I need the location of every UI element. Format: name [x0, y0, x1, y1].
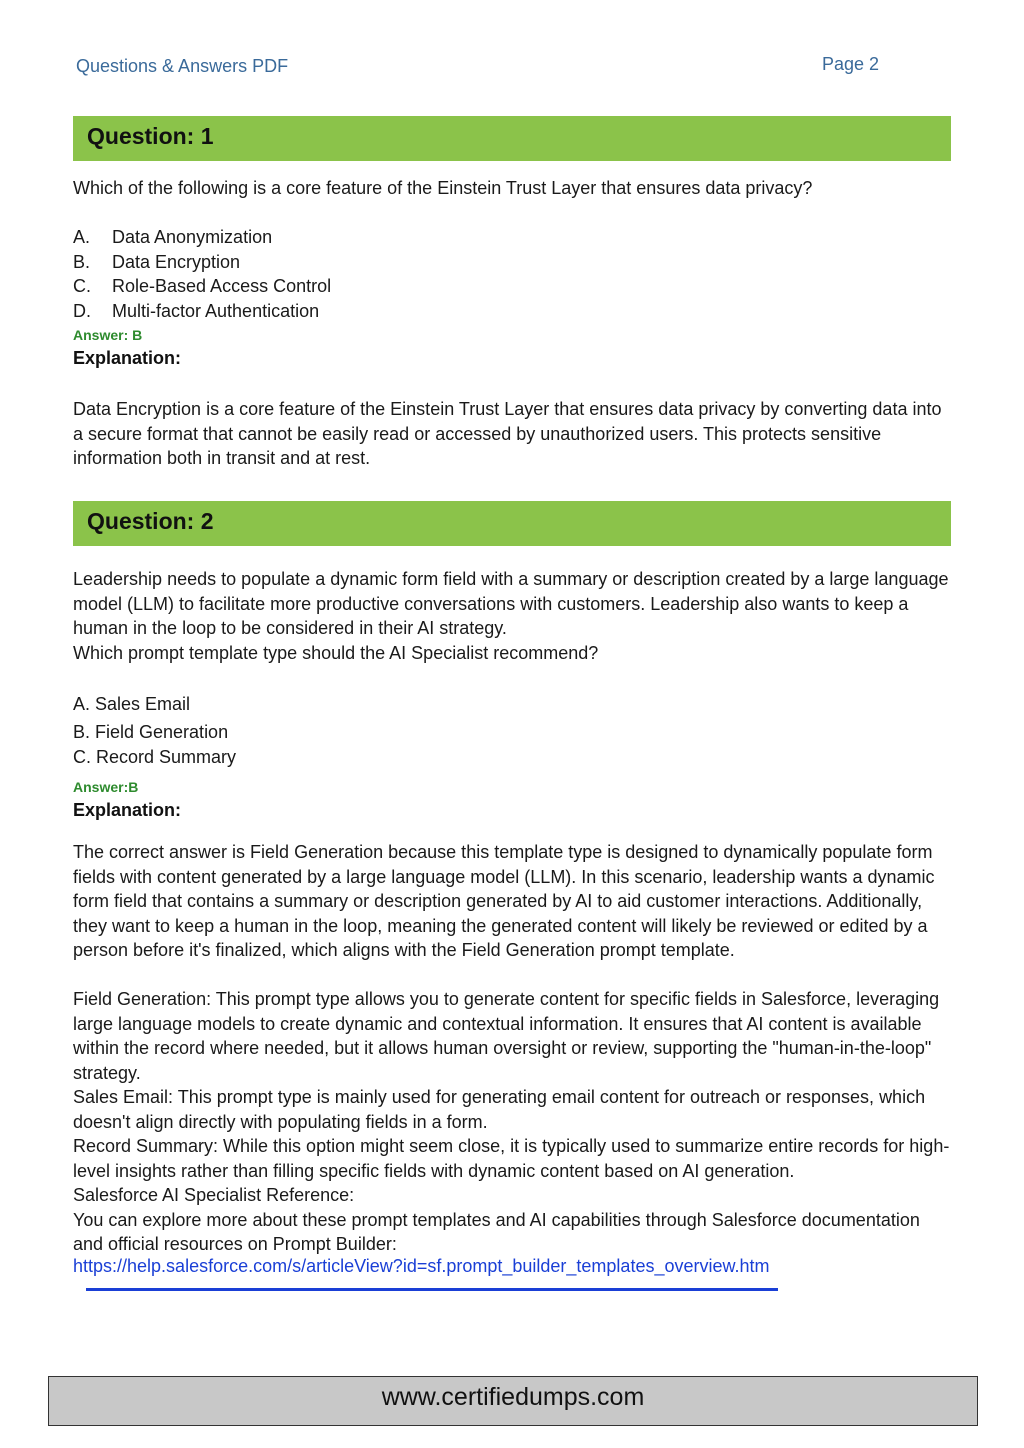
question-2-option-c: C. Record Summary — [73, 746, 237, 767]
question-2-header — [73, 501, 951, 546]
option-letter: C. — [73, 276, 91, 296]
explanation-paragraph: Sales Email: This prompt type is mainly used for generating email content for outreach or responses, which doesn't align directly with populating fields in a form. — [73, 1087, 926, 1132]
question-1-explanation-label: Explanation: — [73, 348, 182, 368]
question-2-option-b: B. Field Generation — [73, 722, 229, 742]
question-2-option-a: A. Sales Email — [73, 694, 191, 714]
reference-link[interactable]: https://help.salesforce.com/s/articleView?id=sf.prompt_builder_templates_overview.htm — [73, 1256, 770, 1276]
option-text: Data Encryption — [112, 251, 241, 272]
explanation-paragraph: Field Generation: This prompt type allows you to generate content for specific fields in Salesforce, leveraging large language models to create dynamic and contextual information. It ensures that AI content is available within the record where needed, but it allows human oversight or review, supporting the "human-in-the-loop" strategy. — [73, 989, 940, 1083]
page-number: Page 2 — [822, 54, 880, 74]
question-1-header — [73, 116, 951, 161]
option-letter: A. — [73, 227, 91, 247]
option-letter: D. — [73, 300, 91, 321]
question-2-text: Leadership needs to populate a dynamic form field with a summary or description created by a large language model (LLM) to facilitate more productive conversations with customers. Leadership also wants to keep a human in the loop to be considered in their AI strategy. — [73, 569, 949, 638]
question-2-prompt: Which prompt template type should the AI Specialist recommend? — [73, 642, 599, 663]
question-1-explanation: Data Encryption is a core feature of the Einstein Trust Layer that ensures data privacy by converting data into a secure format that cannot be easily read or accessed by unauthorized users. This protects sensitive information both in transit and at rest. — [73, 399, 942, 468]
explanation-paragraph: Salesforce AI Specialist Reference: — [73, 1185, 355, 1205]
question-2-explanation-label: Explanation: — [73, 800, 182, 820]
question-2-answer: Answer:B — [73, 779, 139, 795]
question-2-heading: Question: 2 — [87, 508, 214, 534]
divider — [86, 1288, 778, 1291]
explanation-paragraph: You can explore more about these prompt templates and AI capabilities through Salesforce documentation and official resources on Prompt Builder: — [73, 1209, 920, 1254]
question-1-option-a — [73, 225, 272, 250]
header-title: Questions & Answers PDF — [76, 56, 289, 76]
explanation-paragraph: Record Summary: While this option might seem close, it is typically used to summarize entire records for high-level insights rather than filling specific fields with dynamic content based on AI generation. — [73, 1136, 950, 1181]
option-text: Role-Based Access Control — [112, 276, 332, 296]
footer-banner — [48, 1376, 978, 1426]
question-1-answer: Answer: B — [73, 327, 143, 343]
question-1-option-c — [73, 274, 331, 299]
option-text: Multi-factor Authentication — [112, 300, 320, 321]
question-1-text: Which of the following is a core feature of the Einstein Trust Layer that ensures data privacy? — [73, 178, 813, 198]
question-1-heading: Question: 1 — [87, 123, 214, 149]
option-text: Data Anonymization — [112, 227, 273, 247]
option-letter: B. — [73, 251, 91, 272]
footer-site: www.certifiedumps.com — [381, 1383, 645, 1411]
explanation-paragraph: The correct answer is Field Generation because this template type is designed to dynamically populate form fields with content generated by a large language model (LLM). In this scenario, leadership wants a dynamic form field that contains a summary or description generated by AI to aid customer interactions. Additionally, they want to keep a human in the loop, meaning the generated content will likely be reviewed or edited by a person before it's finalized, which aligns with the Field Generation prompt template. — [73, 842, 935, 960]
question-1-option-d — [73, 299, 319, 324]
question-1-option-b — [73, 250, 240, 275]
